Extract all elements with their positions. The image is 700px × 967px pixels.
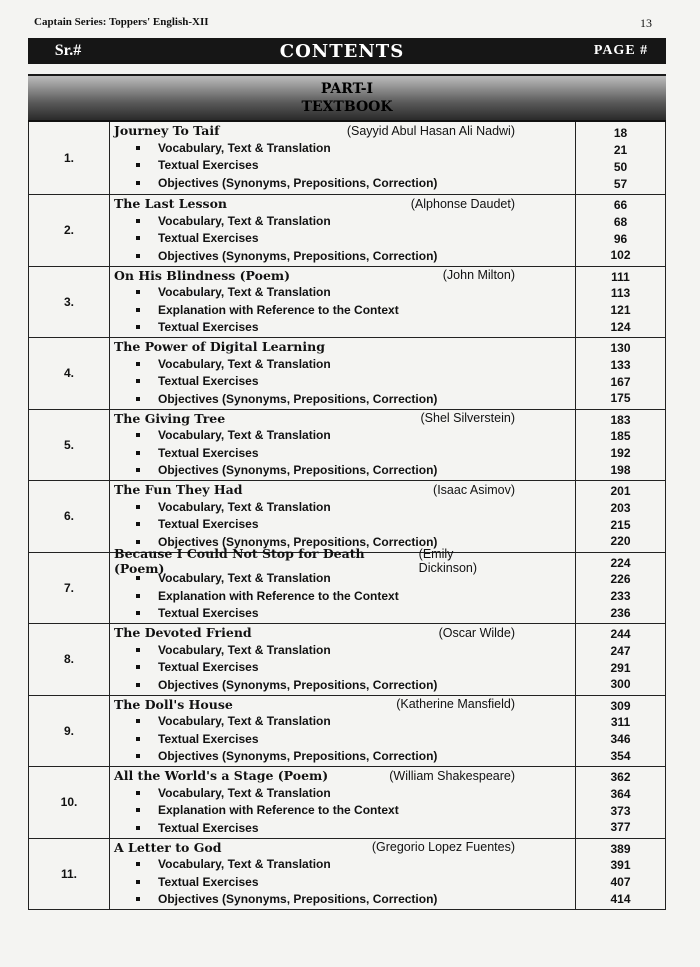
chapter-heading-line bbox=[114, 546, 575, 576]
page-numbers bbox=[575, 624, 665, 695]
page-number-value: 57 bbox=[613, 176, 628, 191]
chapter-heading-line bbox=[114, 767, 575, 784]
chapter-author: (Shel Silverstein) bbox=[420, 411, 515, 425]
page-number-value: 113 bbox=[610, 286, 631, 301]
page-number-value: 66 bbox=[613, 198, 628, 213]
page-number-value: 185 bbox=[610, 429, 631, 444]
section-item bbox=[114, 659, 575, 677]
chapter-heading-line bbox=[114, 839, 575, 856]
chapter-entry bbox=[110, 839, 575, 910]
page-number-value: 121 bbox=[610, 303, 631, 318]
section-item bbox=[114, 891, 575, 909]
page-numbers bbox=[575, 839, 665, 910]
bullet-icon bbox=[136, 594, 140, 598]
toc-row bbox=[29, 337, 665, 409]
page-number-value: 124 bbox=[610, 319, 631, 334]
bullet-icon bbox=[136, 611, 140, 615]
toc-row bbox=[29, 266, 665, 338]
page-number-value: 50 bbox=[613, 159, 628, 174]
page-column-header: PAGE # bbox=[593, 43, 649, 58]
section-item bbox=[114, 462, 575, 480]
page-number-value: 226 bbox=[610, 572, 631, 587]
bullet-icon bbox=[136, 683, 140, 687]
page-numbers bbox=[575, 696, 665, 767]
section-label: Objectives (Synonyms, Prepositions, Correction) bbox=[158, 892, 438, 907]
running-head bbox=[34, 16, 652, 31]
section-item bbox=[114, 856, 575, 874]
serial-number: 9. bbox=[29, 696, 110, 767]
section-label: Objectives (Synonyms, Prepositions, Correction) bbox=[158, 463, 438, 478]
page-numbers bbox=[575, 195, 665, 266]
section-label: Vocabulary, Text & Translation bbox=[158, 356, 331, 371]
section-label: Objectives (Synonyms, Prepositions, Correction) bbox=[158, 391, 438, 406]
page-number: 13 bbox=[640, 16, 652, 30]
section-label: Textual Exercises bbox=[158, 660, 259, 675]
section-item bbox=[114, 212, 575, 230]
bullet-icon bbox=[136, 880, 140, 884]
page-numbers bbox=[575, 553, 665, 624]
page-number-value: 236 bbox=[610, 605, 631, 620]
bullet-icon bbox=[136, 505, 140, 509]
section-item bbox=[114, 713, 575, 731]
page-number-value: 215 bbox=[610, 517, 631, 532]
section-label: Vocabulary, Text & Translation bbox=[158, 785, 331, 800]
page-numbers bbox=[575, 338, 665, 409]
contents-title: CONTENTS bbox=[279, 40, 405, 62]
chapter-entry bbox=[110, 410, 575, 481]
chapter-heading-line bbox=[114, 195, 575, 212]
chapter-title: The Last Lesson bbox=[114, 196, 227, 211]
chapter-title: The Doll's House bbox=[114, 696, 233, 712]
contents-header-bar bbox=[28, 38, 666, 64]
bullet-icon bbox=[136, 862, 140, 866]
page-number-value: 224 bbox=[610, 555, 631, 570]
section-item bbox=[114, 444, 575, 462]
page-number-value: 220 bbox=[610, 534, 631, 549]
section-item bbox=[114, 873, 575, 891]
bullet-icon bbox=[136, 219, 140, 223]
bullet-icon bbox=[136, 468, 140, 472]
page-number-value: 364 bbox=[610, 786, 631, 801]
chapter-author: (Alphonse Daudet) bbox=[410, 196, 515, 211]
serial-number: 8. bbox=[29, 624, 110, 695]
section-label: Vocabulary, Text & Translation bbox=[158, 571, 331, 586]
chapter-entry bbox=[110, 546, 575, 624]
section-label: Explanation with Reference to the Context bbox=[158, 803, 399, 818]
page-numbers bbox=[575, 767, 665, 838]
toc-table bbox=[28, 122, 666, 910]
chapter-title: The Fun They Had bbox=[114, 482, 243, 497]
section-item bbox=[114, 174, 575, 192]
serial-number: 10. bbox=[29, 767, 110, 838]
toc-row bbox=[29, 409, 665, 481]
serial-number: 7. bbox=[29, 553, 110, 624]
chapter-entry bbox=[110, 195, 575, 266]
toc-row bbox=[29, 194, 665, 266]
page-numbers bbox=[575, 481, 665, 552]
section-label: Textual Exercises bbox=[158, 445, 259, 460]
toc-row bbox=[29, 838, 665, 910]
bullet-icon bbox=[136, 754, 140, 758]
section-label: Textual Exercises bbox=[158, 517, 259, 532]
toc-row bbox=[29, 695, 665, 767]
page-number-value: 192 bbox=[610, 446, 631, 461]
toc-row bbox=[29, 480, 665, 552]
page-number-value: 68 bbox=[613, 214, 628, 229]
page-numbers bbox=[575, 267, 665, 338]
serial-number: 6. bbox=[29, 481, 110, 552]
section-item bbox=[114, 748, 575, 766]
serial-number: 2. bbox=[29, 195, 110, 266]
chapter-entry bbox=[110, 338, 575, 409]
page-number-value: 96 bbox=[613, 231, 628, 246]
section-label: Textual Exercises bbox=[158, 731, 259, 746]
page-number-value: 354 bbox=[610, 748, 631, 763]
bullet-icon bbox=[136, 379, 140, 383]
section-item bbox=[114, 139, 575, 157]
bullet-icon bbox=[136, 181, 140, 185]
chapter-heading-line bbox=[114, 696, 575, 713]
bullet-icon bbox=[136, 290, 140, 294]
part-subtitle: TEXTBOOK bbox=[301, 99, 393, 115]
chapter-entry bbox=[110, 481, 575, 552]
bullet-icon bbox=[136, 791, 140, 795]
section-item bbox=[114, 319, 575, 337]
chapter-author: (Oscar Wilde) bbox=[438, 625, 515, 640]
chapter-title: A Letter to God bbox=[114, 839, 222, 855]
section-item bbox=[114, 390, 575, 408]
serial-column-header: Sr.# bbox=[54, 42, 82, 59]
bullet-icon bbox=[136, 451, 140, 455]
page-number-value: 244 bbox=[610, 627, 631, 642]
page-number-value: 362 bbox=[610, 770, 631, 785]
chapter-author: (Emily Dickinson) bbox=[418, 547, 478, 575]
page-number-value: 389 bbox=[610, 841, 631, 856]
serial-number: 5. bbox=[29, 410, 110, 481]
bullet-icon bbox=[136, 737, 140, 741]
toc-row bbox=[29, 766, 665, 838]
chapter-heading-line bbox=[114, 122, 575, 139]
page-number-value: 21 bbox=[613, 142, 628, 157]
bullet-icon bbox=[136, 362, 140, 366]
section-item bbox=[114, 355, 575, 373]
section-item bbox=[114, 157, 575, 175]
section-label: Explanation with Reference to the Context bbox=[158, 302, 399, 317]
chapter-author: (John Milton) bbox=[442, 268, 515, 282]
section-label: Vocabulary, Text & Translation bbox=[158, 213, 331, 228]
toc-row bbox=[29, 623, 665, 695]
page-number-value: 407 bbox=[610, 875, 631, 890]
section-item bbox=[114, 784, 575, 802]
page-number-value: 300 bbox=[610, 677, 631, 692]
section-item bbox=[114, 498, 575, 516]
chapter-entry bbox=[110, 267, 575, 338]
chapter-title: The Devoted Friend bbox=[114, 625, 252, 640]
page-number-value: 198 bbox=[610, 462, 631, 477]
section-item bbox=[114, 605, 575, 623]
page-number-value: 373 bbox=[610, 803, 631, 818]
section-item bbox=[114, 676, 575, 694]
page-number-value: 18 bbox=[613, 125, 628, 140]
section-item bbox=[114, 301, 575, 319]
chapter-heading-line bbox=[114, 624, 575, 641]
serial-number: 4. bbox=[29, 338, 110, 409]
serial-number: 11. bbox=[29, 839, 110, 910]
section-label: Textual Exercises bbox=[158, 874, 259, 889]
bullet-icon bbox=[136, 522, 140, 526]
bullet-icon bbox=[136, 163, 140, 167]
section-label: Objectives (Synonyms, Prepositions, Correction) bbox=[158, 534, 438, 549]
page-number-value: 291 bbox=[610, 660, 631, 675]
serial-number: 3. bbox=[29, 267, 110, 338]
bullet-icon bbox=[136, 648, 140, 652]
chapter-title: On His Blindness (Poem) bbox=[114, 267, 291, 283]
section-label: Textual Exercises bbox=[158, 374, 259, 389]
section-item bbox=[114, 373, 575, 391]
section-label: Objectives (Synonyms, Prepositions, Correction) bbox=[158, 248, 438, 263]
page-number-value: 391 bbox=[610, 858, 631, 873]
section-label: Textual Exercises bbox=[158, 231, 259, 246]
chapter-author: (Sayyid Abul Hasan Ali Nadwi) bbox=[346, 123, 515, 138]
bullet-icon bbox=[136, 397, 140, 401]
section-label: Vocabulary, Text & Translation bbox=[158, 285, 331, 300]
page-number-value: 102 bbox=[610, 248, 631, 263]
chapter-author: (William Shakespeare) bbox=[389, 768, 515, 783]
page-number-value: 311 bbox=[610, 715, 631, 730]
chapter-heading-line bbox=[114, 338, 575, 355]
section-label: Vocabulary, Text & Translation bbox=[158, 714, 331, 729]
section-item bbox=[114, 587, 575, 605]
page-number-value: 309 bbox=[610, 698, 631, 713]
bullet-icon bbox=[136, 254, 140, 258]
page-number-value: 130 bbox=[610, 341, 631, 356]
chapter-heading-line bbox=[114, 267, 575, 284]
page-number-value: 233 bbox=[610, 589, 631, 604]
book-title: Captain Series: Toppers' English-XII bbox=[34, 16, 209, 28]
chapter-heading-line bbox=[114, 410, 575, 427]
part-band bbox=[28, 74, 666, 122]
section-item bbox=[114, 284, 575, 302]
toc-row bbox=[29, 546, 665, 624]
page-number-value: 201 bbox=[610, 484, 631, 499]
page-number-value: 111 bbox=[611, 269, 630, 284]
section-item bbox=[114, 247, 575, 265]
page-number-value: 346 bbox=[610, 732, 631, 747]
chapter-title: The Giving Tree bbox=[114, 410, 226, 426]
section-label: Textual Exercises bbox=[158, 820, 259, 835]
page-numbers bbox=[575, 122, 665, 194]
page-number-value: 247 bbox=[610, 643, 631, 658]
chapter-title: All the World's a Stage (Poem) bbox=[114, 768, 329, 783]
chapter-entry bbox=[110, 624, 575, 695]
bullet-icon bbox=[136, 540, 140, 544]
section-label: Textual Exercises bbox=[158, 606, 259, 621]
chapter-entry bbox=[110, 122, 575, 194]
chapter-author: (Gregorio Lopez Fuentes) bbox=[371, 840, 515, 854]
bullet-icon bbox=[136, 897, 140, 901]
bullet-icon bbox=[136, 719, 140, 723]
bullet-icon bbox=[136, 308, 140, 312]
section-label: Objectives (Synonyms, Prepositions, Correction) bbox=[158, 677, 438, 692]
chapter-heading-line bbox=[114, 481, 575, 498]
bullet-icon bbox=[136, 236, 140, 240]
section-item bbox=[114, 730, 575, 748]
section-label: Vocabulary, Text & Translation bbox=[158, 140, 331, 155]
section-label: Vocabulary, Text & Translation bbox=[158, 642, 331, 657]
section-item bbox=[114, 427, 575, 445]
bullet-icon bbox=[136, 665, 140, 669]
toc-row bbox=[29, 122, 665, 194]
chapter-author: (Katherine Mansfield) bbox=[396, 697, 515, 711]
section-label: Explanation with Reference to the Context bbox=[158, 588, 399, 603]
page-number-value: 203 bbox=[610, 500, 631, 515]
bullet-icon bbox=[136, 576, 140, 580]
chapter-title: Journey To Taif bbox=[114, 123, 220, 138]
section-label: Objectives (Synonyms, Prepositions, Correction) bbox=[158, 175, 438, 190]
section-label: Vocabulary, Text & Translation bbox=[158, 428, 331, 443]
chapter-entry bbox=[110, 767, 575, 838]
section-label: Vocabulary, Text & Translation bbox=[158, 499, 331, 514]
bullet-icon bbox=[136, 433, 140, 437]
serial-number: 1. bbox=[29, 122, 110, 194]
section-label: Textual Exercises bbox=[158, 158, 259, 173]
page-number-value: 183 bbox=[610, 412, 631, 427]
section-label: Textual Exercises bbox=[158, 320, 259, 335]
part-label: PART-I bbox=[320, 81, 374, 97]
chapter-entry bbox=[110, 696, 575, 767]
section-item bbox=[114, 819, 575, 837]
page-numbers bbox=[575, 410, 665, 481]
chapter-title: Because I Could Not Stop for Death (Poem) bbox=[114, 546, 365, 576]
bullet-icon bbox=[136, 808, 140, 812]
bullet-icon bbox=[136, 325, 140, 329]
chapter-title: The Power of Digital Learning bbox=[114, 339, 325, 354]
page-number-value: 414 bbox=[610, 891, 631, 906]
contents-page bbox=[28, 38, 666, 910]
section-item bbox=[114, 516, 575, 534]
page-number-value: 175 bbox=[610, 391, 631, 406]
bullet-icon bbox=[136, 146, 140, 150]
page-number-value: 167 bbox=[610, 374, 631, 389]
section-label: Vocabulary, Text & Translation bbox=[158, 857, 331, 872]
section-item bbox=[114, 802, 575, 820]
page-number-value: 133 bbox=[610, 357, 631, 372]
page-number-value: 377 bbox=[610, 820, 631, 835]
bullet-icon bbox=[136, 826, 140, 830]
section-item bbox=[114, 641, 575, 659]
section-item bbox=[114, 230, 575, 248]
section-label: Objectives (Synonyms, Prepositions, Correction) bbox=[158, 749, 438, 764]
chapter-author: (Isaac Asimov) bbox=[433, 482, 515, 497]
